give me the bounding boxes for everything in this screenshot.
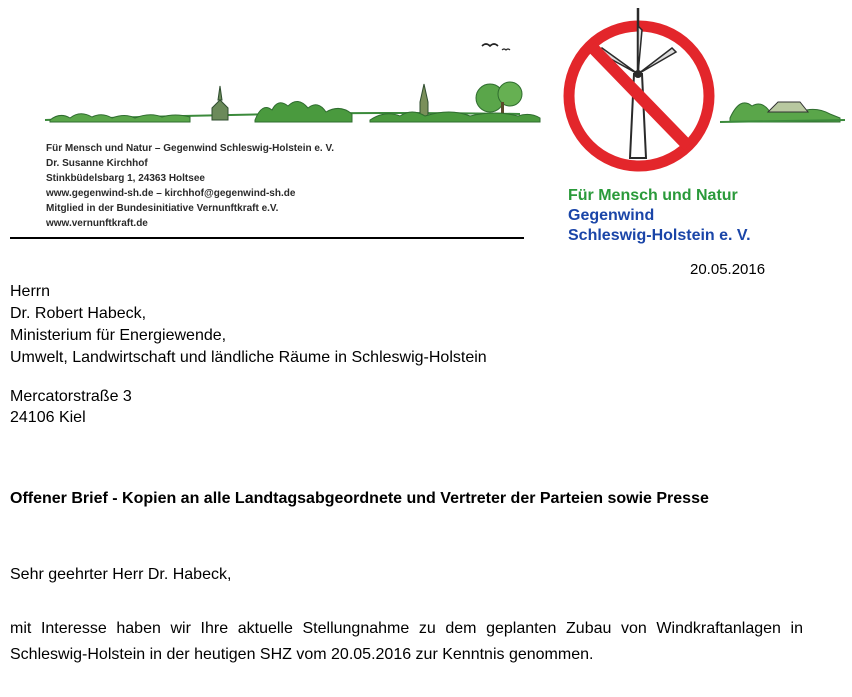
letter-date: 20.05.2016 xyxy=(690,261,766,278)
crossed-out-wind-turbine-icon xyxy=(558,8,720,178)
bird-1 xyxy=(482,44,498,46)
recipient-line: Herrn xyxy=(10,283,51,300)
sender-line: www.vernunftkraft.de xyxy=(46,218,148,229)
recipient-address xyxy=(10,281,487,369)
sender-block xyxy=(46,141,334,231)
letter-salutation: Sehr geehrter Herr Dr. Habeck, xyxy=(10,566,232,583)
recipient-line: Umwelt, Landwirtschaft und ländliche Räume in Schleswig-Holstein xyxy=(10,349,487,366)
letterhead-landscape-illustration xyxy=(40,40,850,140)
recipient-line: Dr. Robert Habeck, xyxy=(10,305,147,322)
org-name-line-2: Gegenwind xyxy=(568,207,655,224)
organization-name xyxy=(568,186,751,246)
sender-line: Stinkbüdelsbarg 1, 24363 Holtsee xyxy=(46,173,205,184)
sender-line: www.gegenwind-sh.de – kirchhof@gegenwind-sh.de xyxy=(46,188,296,199)
letter-subject: Offener Brief - Kopien an alle Landtagsabgeordnete und Vertreter der Parteien sowie Presse xyxy=(10,490,709,507)
sender-line: Dr. Susanne Kirchhof xyxy=(46,158,148,169)
sender-line: Für Mensch und Natur – Gegenwind Schleswig-Holstein e. V. xyxy=(46,143,335,154)
recipient-line: Ministerium für Energiewende, xyxy=(10,327,227,344)
recipient-city: 24106 Kiel xyxy=(10,409,86,426)
hedge-left xyxy=(50,114,190,122)
letter-body-paragraph: mit Interesse haben wir Ihre aktuelle Stellungnahme zu dem geplanten Zubau von Windkraftanlagen in Schleswig-Holstein in der heutigen SHZ vom 20.05.2016 zur Kenntnis genommen. xyxy=(10,620,803,663)
org-name-line-1: Für Mensch und Natur xyxy=(568,187,738,204)
farmhouse xyxy=(768,102,808,112)
hedge-mid xyxy=(255,101,352,122)
recipient-street: Mercatorstraße 3 xyxy=(10,388,132,405)
org-name-line-3: Schleswig-Holstein e. V. xyxy=(568,227,751,244)
recipient-street-block xyxy=(10,386,132,428)
church-silhouette xyxy=(212,86,228,120)
bird-2 xyxy=(502,49,510,50)
sender-line: Mitglied in der Bundesinitiative Vernunftkraft e.V. xyxy=(46,203,279,214)
header-divider xyxy=(10,237,524,239)
